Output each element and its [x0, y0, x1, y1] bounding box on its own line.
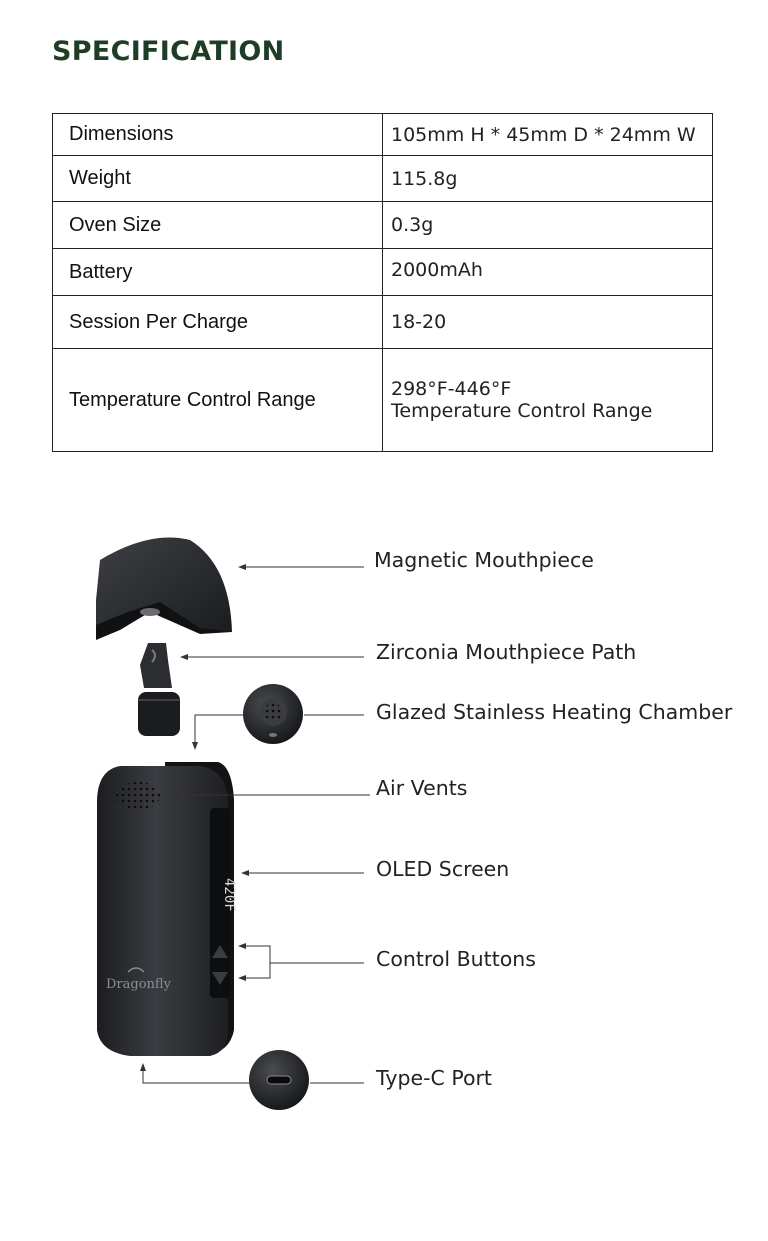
spec-key: Temperature Control Range — [53, 349, 383, 452]
callout-zirconia-path: Zirconia Mouthpiece Path — [376, 640, 637, 664]
brand-logo: Dragonfly — [106, 977, 171, 992]
table-row — [53, 114, 713, 156]
spec-value: 18-20 — [383, 296, 713, 349]
zirconia-path-image — [138, 643, 180, 736]
device-body-image — [97, 762, 237, 1056]
callout-magnetic-mouthpiece: Magnetic Mouthpiece — [374, 548, 594, 572]
spec-value — [383, 349, 713, 452]
spec-value: 2000mAh — [383, 249, 713, 296]
table-row — [53, 202, 713, 249]
spec-value: 0.3g — [383, 202, 713, 249]
table-row — [53, 249, 713, 296]
callout-air-vents: Air Vents — [376, 776, 468, 800]
spec-key: Oven Size — [53, 202, 383, 249]
table-row — [53, 296, 713, 349]
type-c-port-image — [249, 1050, 309, 1110]
spec-key: Weight — [53, 156, 383, 202]
spec-value-line: Temperature Control Range — [391, 400, 653, 422]
callout-oled-screen: OLED Screen — [376, 857, 510, 881]
spec-value: 105mm H * 45mm D * 24mm W — [383, 114, 713, 156]
spec-value-line: 298°F-446°F — [391, 378, 512, 400]
callout-type-c-port: Type-C Port — [376, 1066, 492, 1090]
heating-chamber-image — [243, 684, 303, 744]
spec-key: Session Per Charge — [53, 296, 383, 349]
spec-key: Battery — [53, 249, 383, 296]
spec-value: 115.8g — [383, 156, 713, 202]
page-title: SPECIFICATION — [52, 36, 285, 67]
table-row — [53, 349, 713, 452]
oled-screen-text: 420F — [221, 878, 237, 912]
spec-key: Dimensions — [53, 114, 383, 156]
table-row — [53, 156, 713, 202]
magnetic-mouthpiece-image — [96, 538, 232, 641]
callout-heating-chamber: Glazed Stainless Heating Chamber — [376, 700, 733, 724]
spec-table — [52, 113, 713, 452]
callout-control-buttons: Control Buttons — [376, 947, 536, 971]
device-diagram — [0, 500, 768, 1120]
